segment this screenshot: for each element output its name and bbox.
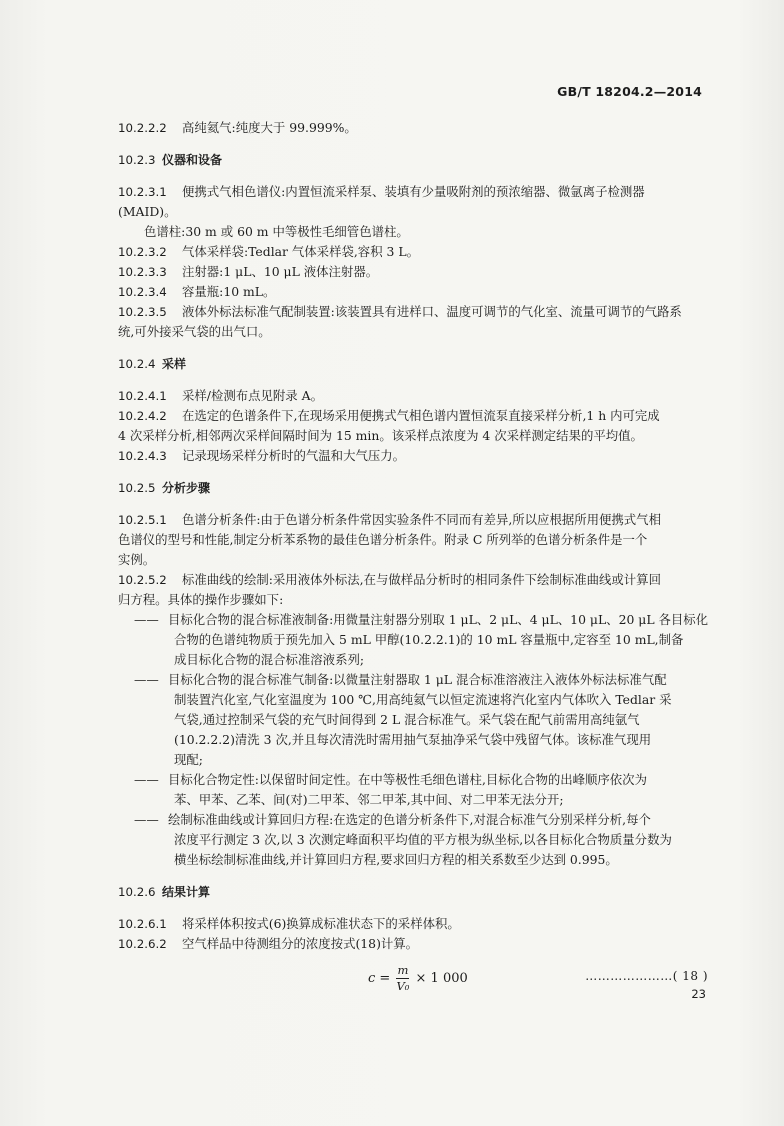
clause-10-2-5-1: 10.2.5.1 色谱分析条件:由于色谱分析条件常因实验条件不同而有差异,所以应根据所用便携式气相 bbox=[118, 512, 661, 527]
standard-code: GB/T 18204.2—2014 bbox=[557, 84, 702, 99]
clause-10-2-3-1: 10.2.3.1 便携式气相色谱仪:内置恒流采样泵、装填有少量吸附剂的预浓缩器、微氩离子检测器 bbox=[118, 184, 645, 199]
list-item-standard-gas-cont3: (10.2.2.2)清洗 3 次,并且每次清洗时需用抽气泵抽净采气袋中残留气体。该标准气现用 bbox=[174, 732, 652, 747]
list-item-standard-gas-cont2: 气袋,通过控制采气袋的充气时间得到 2 L 混合标准气。采气袋在配气前需用高纯氩气 bbox=[174, 712, 640, 727]
clause-10-2-4-1: 10.2.4.1 采样/检测布点见附录 A。 bbox=[118, 388, 323, 403]
list-item-standard-solution-cont: 合物的色谱纯物质于预先加入 5 mL 甲醇(10.2.2.1)的 10 mL 容量瓶中,定容至 10 mL,制备 bbox=[174, 632, 684, 647]
clause-10-2-6-1: 10.2.6.1 将采样体积按式(6)换算成标准状态下的采样体积。 bbox=[118, 916, 460, 931]
clause-10-2-5-1-cont2: 实例。 bbox=[118, 552, 156, 567]
list-item-standard-solution: —— 目标化合物的混合标准液制备:用微量注射器分别取 1 μL、2 μL、4 μL、10 μL、20 μL 各目标化 bbox=[134, 612, 709, 627]
clause-10-2-4-3: 10.2.4.3 记录现场采样分析时的气温和大气压力。 bbox=[118, 448, 406, 463]
page-number: 23 bbox=[691, 987, 706, 1001]
clause-10-2-3-3: 10.2.3.3 注射器:1 μL、10 μL 液体注射器。 bbox=[118, 264, 379, 279]
formula-18 bbox=[118, 960, 708, 994]
document-body bbox=[118, 118, 708, 994]
list-item-standard-gas-cont4: 现配; bbox=[174, 752, 203, 767]
formula-fraction: $\frac{m}{\text{V₀}}$ bbox=[396, 963, 410, 993]
section-heading-instruments: 10.2.3 仪器和设备 bbox=[118, 153, 223, 167]
clause-10-2-3-5: 10.2.3.5 液体外标法标准气配制装置:该装置具有进样口、温度可调节的气化室、流量可调节的气路系 bbox=[118, 304, 682, 319]
section-heading-sampling: 10.2.4 采样 bbox=[118, 357, 187, 371]
clause-10-2-5-1-cont: 色谱仪的型号和性能,制定分析苯系物的最佳色谱分析条件。附录 C 所列举的色谱分析条件是一个 bbox=[118, 532, 648, 547]
equation-number: …………………( 18 ) bbox=[585, 969, 708, 983]
clause-10-2-6-2: 10.2.6.2 空气样品中待测组分的浓度按式(18)计算。 bbox=[118, 936, 419, 951]
clause-10-2-4-2: 10.2.4.2 在选定的色谱条件下,在现场采用便携式气相色谱内置恒流泵直接采样分析,1 h 内可完成 bbox=[118, 408, 660, 423]
clause-10-2-3-1-cont: (MAID)。 bbox=[118, 204, 177, 219]
clause-10-2-3-5-cont: 统,可外接采气袋的出气口。 bbox=[118, 324, 271, 339]
list-item-calibration-cont: 浓度平行测定 3 次,以 3 次测定峰面积平均值的平方根为纵坐标,以各目标化合物质量分数为 bbox=[174, 832, 672, 847]
clause-10-2-4-2-cont: 4 次采样分析,相邻两次采样间隔时间为 15 min。该采样点浓度为 4 次采样测定结果的平均值。 bbox=[118, 428, 643, 443]
list-item-qualitative: —— 目标化合物定性:以保留时间定性。在中等极性毛细色谱柱,目标化合物的出峰顺序依次为 bbox=[134, 772, 647, 787]
list-item-standard-gas: —— 目标化合物的混合标准气制备:以微量注射器取 1 μL 混合标准溶液注入液体外标法标准气配 bbox=[134, 672, 667, 687]
clause-10-2-3-4: 10.2.3.4 容量瓶:10 mL。 bbox=[118, 284, 276, 299]
section-heading-analysis: 10.2.5 分析步骤 bbox=[118, 481, 211, 495]
list-item-calibration: —— 绘制标准曲线或计算回归方程:在选定的色谱分析条件下,对混合标准气分别采样分析,每个 bbox=[134, 812, 651, 827]
list-item-standard-solution-cont2: 成目标化合物的混合标准溶液系列; bbox=[174, 652, 365, 667]
concentration-formula: c = $\frac{m}{\text{V₀}}$ × 1 000 bbox=[368, 963, 468, 993]
clause-10-2-5-2-cont: 归方程。具体的操作步骤如下: bbox=[118, 592, 284, 607]
list-item-calibration-cont2: 横坐标绘制标准曲线,并计算回归方程,要求回归方程的相关系数至少达到 0.995。 bbox=[174, 852, 618, 867]
clause-10-2-2-2: 10.2.2.2 高纯氦气:纯度大于 99.999%。 bbox=[118, 120, 357, 135]
column-spec: 色谱柱:30 m 或 60 m 中等极性毛细管色谱柱。 bbox=[144, 224, 409, 239]
clause-10-2-3-2: 10.2.3.2 气体采样袋:Tedlar 气体采样袋,容积 3 L。 bbox=[118, 244, 419, 259]
list-item-standard-gas-cont: 制装置汽化室,气化室温度为 100 ℃,用高纯氦气以恒定流速将汽化室内气体吹入 Tedlar 采 bbox=[174, 692, 672, 707]
list-item-qualitative-cont: 苯、甲苯、乙苯、间(对)二甲苯、邻二甲苯,其中间、对二甲苯无法分开; bbox=[174, 792, 564, 807]
section-heading-calculation: 10.2.6 结果计算 bbox=[118, 885, 211, 899]
clause-10-2-5-2: 10.2.5.2 标准曲线的绘制:采用液体外标法,在与做样品分析时的相同条件下绘制标准曲线或计算回 bbox=[118, 572, 661, 587]
